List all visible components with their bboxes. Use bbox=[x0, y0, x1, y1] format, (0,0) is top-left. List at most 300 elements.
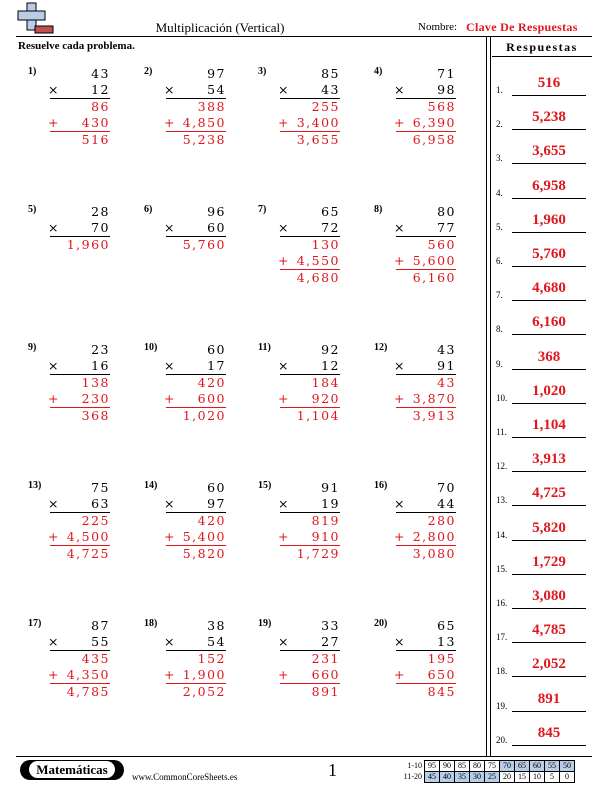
answer-value: 516 bbox=[537, 75, 561, 91]
times-sign: × bbox=[164, 496, 176, 511]
problem-number: 19) bbox=[258, 618, 272, 629]
score-cell: 80 bbox=[470, 761, 485, 772]
answer-column-divider bbox=[490, 36, 491, 756]
plus-sign: + bbox=[48, 667, 60, 682]
problem-number: 10) bbox=[144, 342, 158, 353]
times-sign: × bbox=[394, 82, 406, 97]
answer-value: 368 bbox=[537, 348, 561, 365]
brand-logo bbox=[20, 760, 124, 780]
multiplier-row bbox=[166, 634, 226, 650]
answer-line bbox=[512, 437, 586, 438]
partial-product bbox=[396, 115, 456, 131]
multiplicand: 75 bbox=[91, 480, 110, 495]
answer-line bbox=[512, 369, 586, 370]
brand-label: Matemáticas bbox=[29, 761, 114, 778]
partial-product bbox=[280, 99, 340, 115]
partial-product bbox=[280, 391, 340, 407]
problem bbox=[258, 66, 358, 186]
plus-sign: + bbox=[48, 391, 60, 406]
answer-line bbox=[512, 334, 586, 335]
header-divider bbox=[16, 36, 592, 37]
answer-line bbox=[512, 574, 586, 575]
problem-number: 20) bbox=[374, 618, 388, 629]
answer-value: 5,760 bbox=[532, 246, 566, 262]
times-sign: × bbox=[48, 220, 60, 235]
problem-number: 1) bbox=[28, 66, 37, 77]
problem-number: 9) bbox=[28, 342, 37, 353]
problem-column bbox=[50, 66, 110, 148]
partial-value: 231 bbox=[311, 651, 340, 666]
partial-product bbox=[166, 651, 226, 667]
problem-number: 4) bbox=[374, 66, 383, 77]
multiplicand: 60 bbox=[207, 342, 226, 357]
problem-column bbox=[166, 66, 226, 148]
answer-row bbox=[494, 271, 590, 301]
answer-value: 1,020 bbox=[532, 382, 566, 399]
answer-row bbox=[494, 579, 590, 609]
product: 4,725 bbox=[66, 546, 110, 561]
multiplicand: 33 bbox=[321, 618, 340, 633]
problem-number: 16) bbox=[374, 480, 388, 491]
partial-value: 4,850 bbox=[182, 115, 226, 130]
problem-column bbox=[280, 204, 340, 286]
partial-product bbox=[396, 513, 456, 529]
partial-product bbox=[396, 667, 456, 683]
times-sign: × bbox=[278, 634, 290, 649]
multiplicand: 65 bbox=[321, 204, 340, 219]
partial-value: 225 bbox=[81, 513, 110, 528]
multiplier: 54 bbox=[207, 634, 226, 649]
multiplier-row bbox=[166, 358, 226, 374]
partial-value: 3,400 bbox=[296, 115, 340, 130]
problem-column bbox=[396, 480, 456, 562]
times-sign: × bbox=[394, 358, 406, 373]
partial-product bbox=[396, 529, 456, 545]
answers-title-underline bbox=[492, 56, 592, 57]
problem-column bbox=[166, 480, 226, 562]
multiplier: 97 bbox=[207, 496, 226, 511]
plus-sign: + bbox=[278, 253, 290, 268]
partial-value: 6,390 bbox=[412, 115, 456, 130]
times-sign: × bbox=[394, 634, 406, 649]
multiplier: 98 bbox=[437, 82, 456, 97]
score-cell: 65 bbox=[515, 761, 530, 772]
answer-line bbox=[512, 198, 586, 199]
answer-row bbox=[494, 545, 590, 575]
problem bbox=[28, 618, 128, 738]
problem bbox=[258, 342, 358, 462]
partial-product bbox=[280, 529, 340, 545]
answer-column-divider bbox=[486, 36, 487, 756]
problem-column bbox=[166, 618, 226, 700]
multiplier-row bbox=[396, 634, 456, 650]
problem-number: 7) bbox=[258, 204, 267, 215]
answer-row bbox=[494, 408, 590, 438]
problem-column bbox=[396, 204, 456, 286]
problem-column bbox=[280, 618, 340, 700]
answer-value: 5,238 bbox=[532, 109, 566, 126]
multiplier-row bbox=[280, 358, 340, 374]
multiplicand: 97 bbox=[207, 66, 226, 81]
score-cell: 60 bbox=[530, 761, 545, 772]
partial-value: 255 bbox=[311, 99, 340, 114]
multiplier: 77 bbox=[437, 220, 456, 235]
answer-line bbox=[512, 95, 586, 96]
product: 5,820 bbox=[182, 546, 226, 561]
answer-row bbox=[494, 682, 590, 712]
partial-product bbox=[50, 651, 110, 667]
score-row-label: 11-20 bbox=[403, 772, 422, 781]
answer-number: 2. bbox=[496, 119, 503, 130]
multiplier-row bbox=[166, 220, 226, 236]
partial-value: 420 bbox=[197, 375, 226, 390]
problem-number: 8) bbox=[374, 204, 383, 215]
problem bbox=[258, 618, 358, 738]
partial-value: 435 bbox=[81, 651, 110, 666]
product: 4,785 bbox=[66, 684, 110, 699]
answer-line bbox=[512, 471, 586, 472]
answer-row bbox=[494, 716, 590, 746]
multiplicand: 71 bbox=[437, 66, 456, 81]
multiplier-row bbox=[280, 634, 340, 650]
answers-title: Respuestas bbox=[506, 40, 578, 54]
partial-value: 230 bbox=[81, 391, 110, 406]
answer-number: 4. bbox=[496, 187, 503, 198]
multiplier-row bbox=[280, 496, 340, 512]
multiplier-row bbox=[396, 82, 456, 98]
partial-value: 388 bbox=[197, 99, 226, 114]
partial-product bbox=[280, 237, 340, 253]
partial-product bbox=[396, 391, 456, 407]
answer-number: 20. bbox=[496, 734, 508, 745]
answer-row bbox=[494, 66, 590, 96]
times-sign: × bbox=[48, 634, 60, 649]
partial-product bbox=[396, 651, 456, 667]
partial-product bbox=[166, 529, 226, 545]
multiplier: 72 bbox=[321, 220, 340, 235]
answer-number: 8. bbox=[496, 324, 503, 335]
problem-column bbox=[50, 204, 110, 253]
score-cell: 50 bbox=[560, 761, 575, 772]
answer-value: 1,729 bbox=[532, 553, 566, 570]
problem-number: 15) bbox=[258, 480, 272, 491]
plus-sign: + bbox=[164, 529, 176, 544]
multiplier: 12 bbox=[91, 82, 110, 97]
answer-number: 9. bbox=[496, 358, 503, 369]
answer-value: 3,913 bbox=[532, 451, 566, 468]
problem bbox=[28, 342, 128, 462]
times-sign: × bbox=[278, 496, 290, 511]
partial-value: 560 bbox=[427, 237, 456, 252]
partial-product bbox=[50, 115, 110, 131]
score-cell: 75 bbox=[485, 761, 500, 772]
plus-sign: + bbox=[278, 391, 290, 406]
multiplier-row bbox=[396, 220, 456, 236]
answer-line bbox=[512, 129, 586, 130]
partial-product bbox=[396, 253, 456, 269]
problem bbox=[144, 66, 244, 186]
partial-value: 4,350 bbox=[66, 667, 110, 682]
partial-value: 660 bbox=[311, 667, 340, 682]
answer-row bbox=[494, 476, 590, 506]
problem bbox=[28, 480, 128, 600]
answer-line bbox=[512, 540, 586, 541]
problem-column bbox=[50, 480, 110, 562]
answer-row bbox=[494, 340, 590, 370]
problem-number: 17) bbox=[28, 618, 42, 629]
problem-column bbox=[396, 618, 456, 700]
partial-product bbox=[166, 99, 226, 115]
partial-value: 920 bbox=[311, 391, 340, 406]
problem-number: 12) bbox=[374, 342, 388, 353]
answer-value: 3,655 bbox=[532, 143, 566, 160]
plus-sign: + bbox=[394, 391, 406, 406]
partial-value: 4,550 bbox=[296, 253, 340, 268]
times-sign: × bbox=[48, 82, 60, 97]
problem bbox=[374, 480, 474, 600]
product: 1,960 bbox=[66, 237, 110, 252]
product: 5,238 bbox=[182, 132, 226, 147]
problem bbox=[144, 618, 244, 738]
problem-column bbox=[280, 480, 340, 562]
problem bbox=[374, 342, 474, 462]
answer-row bbox=[494, 647, 590, 677]
partial-value: 5,400 bbox=[182, 529, 226, 544]
multiplier: 91 bbox=[437, 358, 456, 373]
multiplicand: 43 bbox=[437, 342, 456, 357]
problem-column bbox=[50, 618, 110, 700]
multiplier: 12 bbox=[321, 358, 340, 373]
score-cell: 95 bbox=[425, 761, 440, 772]
partial-value: 3,870 bbox=[412, 391, 456, 406]
multiplier-row bbox=[396, 496, 456, 512]
partial-product bbox=[396, 375, 456, 391]
problem bbox=[374, 618, 474, 738]
partial-value: 4,500 bbox=[66, 529, 110, 544]
partial-value: 138 bbox=[81, 375, 110, 390]
plus-sign: + bbox=[394, 529, 406, 544]
answer-line bbox=[512, 232, 586, 233]
page-title: Multiplicación (Vertical) bbox=[155, 20, 285, 35]
answer-line bbox=[512, 642, 586, 643]
multiplicand: 91 bbox=[321, 480, 340, 495]
answer-value: 4,785 bbox=[532, 622, 566, 639]
plus-sign: + bbox=[394, 253, 406, 268]
answer-line bbox=[512, 745, 586, 746]
problem-column bbox=[396, 342, 456, 424]
answer-number: 13. bbox=[496, 495, 508, 506]
problem-number: 14) bbox=[144, 480, 158, 491]
score-cell: 25 bbox=[485, 772, 500, 783]
answer-row bbox=[494, 169, 590, 199]
problem bbox=[374, 66, 474, 186]
page-number: 1 bbox=[328, 760, 337, 780]
answer-row bbox=[494, 511, 590, 541]
plus-sign: + bbox=[48, 529, 60, 544]
answer-line bbox=[512, 505, 586, 506]
partial-product bbox=[50, 513, 110, 529]
multiplier-row bbox=[50, 82, 110, 98]
problem bbox=[144, 204, 244, 324]
score-row bbox=[396, 772, 575, 783]
multiplicand: 80 bbox=[437, 204, 456, 219]
times-sign: × bbox=[164, 220, 176, 235]
footer-divider bbox=[16, 756, 592, 757]
partial-product bbox=[166, 391, 226, 407]
answer-value: 6,160 bbox=[532, 314, 566, 331]
partial-value: 430 bbox=[81, 115, 110, 130]
problem-number: 11) bbox=[258, 342, 271, 353]
product: 368 bbox=[81, 408, 110, 423]
problem-number: 5) bbox=[28, 204, 37, 215]
multiplier: 54 bbox=[207, 82, 226, 97]
partial-product bbox=[396, 99, 456, 115]
answer-number: 14. bbox=[496, 529, 508, 540]
plus-sign: + bbox=[394, 115, 406, 130]
partial-product bbox=[280, 253, 340, 269]
partial-product bbox=[166, 513, 226, 529]
score-cell: 45 bbox=[425, 772, 440, 783]
answer-row bbox=[494, 237, 590, 267]
times-sign: × bbox=[278, 82, 290, 97]
partial-value: 195 bbox=[427, 651, 456, 666]
multiplier-row bbox=[280, 82, 340, 98]
plus-sign: + bbox=[164, 667, 176, 682]
score-cell: 85 bbox=[455, 761, 470, 772]
partial-value: 600 bbox=[197, 391, 226, 406]
answer-number: 11. bbox=[496, 427, 507, 437]
score-table bbox=[396, 760, 575, 783]
problem bbox=[28, 66, 128, 186]
multiplier: 63 bbox=[91, 496, 110, 511]
answer-row bbox=[494, 100, 590, 130]
plus-sign: + bbox=[394, 667, 406, 682]
multiplicand: 43 bbox=[91, 66, 110, 81]
product: 4,680 bbox=[296, 270, 340, 285]
name-value: Clave De Respuestas bbox=[466, 20, 578, 34]
partial-product bbox=[50, 391, 110, 407]
answer-number: 10. bbox=[496, 392, 508, 403]
multiplier-row bbox=[280, 220, 340, 236]
partial-product bbox=[166, 667, 226, 683]
partial-value: 86 bbox=[91, 99, 110, 114]
times-sign: × bbox=[394, 496, 406, 511]
multiplier-row bbox=[50, 358, 110, 374]
multiplier: 55 bbox=[91, 634, 110, 649]
multiplier-row bbox=[50, 634, 110, 650]
answer-value: 1,104 bbox=[532, 417, 566, 433]
multiplicand: 65 bbox=[437, 618, 456, 633]
site-url: www.CommonCoreSheets.es bbox=[132, 772, 238, 782]
multiplier-row bbox=[396, 358, 456, 374]
multiplier: 27 bbox=[321, 634, 340, 649]
problem-number: 3) bbox=[258, 66, 267, 77]
score-cell: 0 bbox=[560, 772, 575, 783]
answer-value: 3,080 bbox=[532, 588, 566, 604]
times-sign: × bbox=[278, 220, 290, 235]
answer-value: 6,958 bbox=[532, 177, 566, 194]
answer-row bbox=[494, 374, 590, 404]
times-sign: × bbox=[164, 82, 176, 97]
answer-value: 2,052 bbox=[532, 656, 566, 673]
product: 1,104 bbox=[296, 408, 340, 423]
partial-value: 43 bbox=[437, 375, 456, 390]
answer-row bbox=[494, 613, 590, 643]
plus-sign: + bbox=[48, 115, 60, 130]
partial-product bbox=[50, 667, 110, 683]
multiplier-row bbox=[50, 496, 110, 512]
name-label: Nombre: bbox=[418, 21, 458, 33]
problem-number: 6) bbox=[144, 204, 153, 215]
answer-line bbox=[512, 403, 586, 404]
problem bbox=[144, 480, 244, 600]
multiplicand: 60 bbox=[207, 480, 226, 495]
multiplier-row bbox=[166, 496, 226, 512]
times-sign: × bbox=[164, 634, 176, 649]
partial-product bbox=[50, 375, 110, 391]
problem-column bbox=[396, 66, 456, 148]
product: 5,760 bbox=[182, 237, 226, 252]
multiplier: 70 bbox=[91, 220, 110, 235]
product: 3,655 bbox=[296, 132, 340, 147]
partial-value: 130 bbox=[311, 237, 340, 252]
answer-value: 1,960 bbox=[532, 211, 566, 228]
partial-product bbox=[280, 651, 340, 667]
answer-number: 5. bbox=[496, 221, 503, 232]
score-cell: 15 bbox=[515, 772, 530, 783]
answer-number: 19. bbox=[496, 700, 508, 711]
answer-number: 3. bbox=[496, 153, 503, 164]
partial-value: 568 bbox=[427, 99, 456, 114]
answer-value: 845 bbox=[537, 724, 561, 741]
partial-value: 650 bbox=[427, 667, 456, 682]
multiplicand: 28 bbox=[91, 204, 110, 219]
product: 845 bbox=[427, 684, 456, 699]
partial-value: 420 bbox=[197, 513, 226, 528]
multiplier: 13 bbox=[437, 634, 456, 649]
answer-number: 12. bbox=[496, 461, 508, 472]
score-cell: 90 bbox=[440, 761, 455, 772]
problem bbox=[374, 204, 474, 324]
problem bbox=[258, 480, 358, 600]
partial-product bbox=[396, 237, 456, 253]
multiplicand: 70 bbox=[437, 480, 456, 495]
multiplicand: 96 bbox=[207, 204, 226, 219]
answer-line bbox=[512, 676, 586, 677]
multiplier: 44 bbox=[437, 496, 456, 511]
partial-product bbox=[280, 667, 340, 683]
answer-number: 15. bbox=[496, 563, 508, 574]
problem-number: 18) bbox=[144, 618, 158, 629]
partial-product bbox=[50, 529, 110, 545]
answer-row bbox=[494, 442, 590, 472]
product: 3,080 bbox=[412, 546, 456, 561]
score-cell: 5 bbox=[545, 772, 560, 783]
product: 516 bbox=[81, 132, 110, 147]
score-cell: 35 bbox=[455, 772, 470, 783]
multiplicand: 87 bbox=[91, 618, 110, 633]
product: 1,020 bbox=[182, 408, 226, 423]
partial-value: 1,900 bbox=[182, 667, 226, 682]
score-cell: 40 bbox=[440, 772, 455, 783]
plus-sign: + bbox=[278, 115, 290, 130]
problem bbox=[144, 342, 244, 462]
score-row-label: 1-10 bbox=[407, 761, 422, 770]
partial-product bbox=[280, 513, 340, 529]
partial-value: 184 bbox=[311, 375, 340, 390]
problem-number: 2) bbox=[144, 66, 153, 77]
answer-row bbox=[494, 305, 590, 335]
